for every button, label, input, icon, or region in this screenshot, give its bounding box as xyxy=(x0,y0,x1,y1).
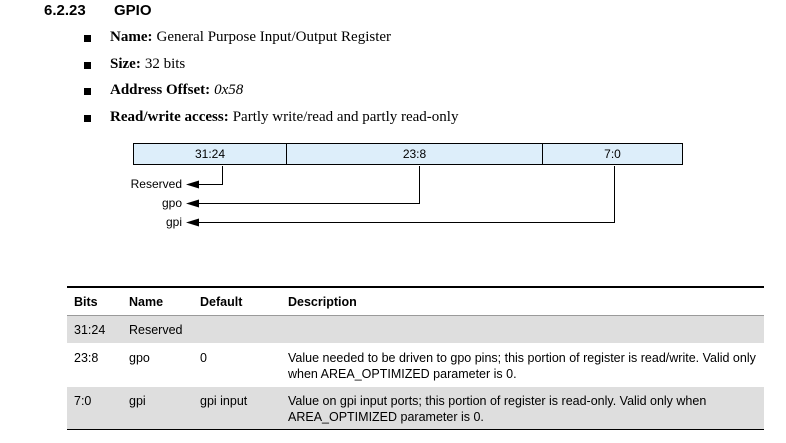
property-value: Partly write/read and partly read-only xyxy=(232,108,459,125)
table-row xyxy=(67,343,764,386)
property-label: Address Offset: xyxy=(110,82,211,98)
register-field: 23:8 xyxy=(287,144,543,164)
register-fields-table xyxy=(67,286,764,430)
table-row xyxy=(67,316,764,343)
cell-name: gpi xyxy=(129,394,146,408)
cell-bits: 23:8 xyxy=(74,351,99,365)
property-label: Name: xyxy=(110,29,153,45)
cell-default: 0 xyxy=(200,351,207,365)
cell-description: Value on gpi input ports; this portion of register is read-only. Valid only when AREA_OPTIMIZED parameter is 0. xyxy=(288,394,707,424)
arrowhead-icon xyxy=(186,219,199,227)
header-name: Name xyxy=(129,294,164,309)
table-header-row xyxy=(67,288,764,316)
cell-name: Reserved xyxy=(129,322,183,337)
property-label: Read/write access: xyxy=(110,108,229,125)
section-number: 6.2.23 xyxy=(44,2,86,19)
gpi-arrow-line xyxy=(195,166,615,223)
cell-description: Value needed to be driven to gpo pins; this portion of register is read/write. Valid only when AREA_OPTIMIZED parameter is 0. xyxy=(288,351,756,381)
register-field: 31:24 xyxy=(134,144,287,164)
register-field: 7:0 xyxy=(604,147,621,161)
header-default: Default xyxy=(200,294,243,309)
gpo-arrow-line xyxy=(195,166,420,204)
property-value: 32 bits xyxy=(144,55,186,72)
signal-label-gpo: gpo xyxy=(161,196,182,210)
arrowhead-icon xyxy=(186,181,199,189)
section-title: GPIO xyxy=(114,2,152,19)
header-description: Description xyxy=(288,294,357,309)
cell-name: gpo xyxy=(129,351,150,365)
property-label: Size: xyxy=(110,55,141,72)
signal-label-reserved: Reserved xyxy=(130,177,182,191)
signal-label-gpi: gpi xyxy=(165,215,182,229)
header-bits: Bits xyxy=(74,294,98,309)
reserved-arrow-line xyxy=(195,166,223,185)
cell-default: gpi input xyxy=(200,394,248,408)
register-diagram xyxy=(133,143,683,165)
cell-bits: 31:24 xyxy=(74,322,106,337)
property-value: General Purpose Input/Output Register xyxy=(156,29,392,45)
table-row xyxy=(67,386,764,429)
property-value: 0x58 xyxy=(214,82,244,98)
arrowhead-icon xyxy=(186,200,199,208)
cell-bits: 7:0 xyxy=(74,394,92,408)
